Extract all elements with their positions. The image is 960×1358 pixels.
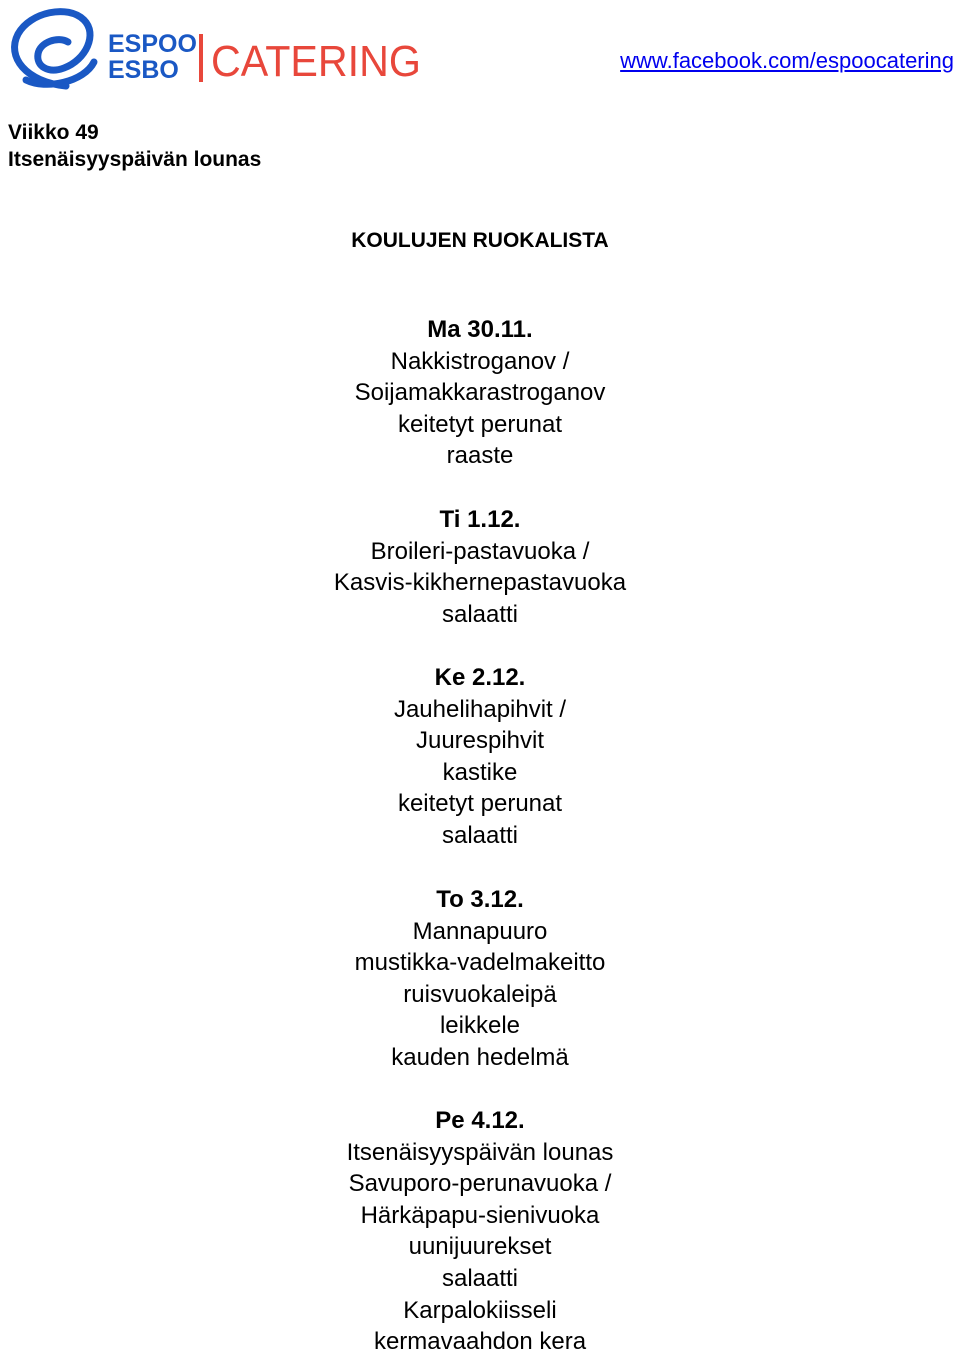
dish-item: salaatti xyxy=(441,600,519,628)
dish-item: Savuporo-perunavuoka / xyxy=(348,1170,612,1198)
espoo-swirl-icon xyxy=(15,12,94,86)
dish-item: Mannapuuro xyxy=(412,917,548,945)
dish-item: Soijamakkarastroganov xyxy=(354,379,606,407)
dish-item: salaatti xyxy=(441,821,519,849)
dish-item: Härkäpapu-sienivuoka xyxy=(360,1201,600,1229)
week-number: Viikko 49 xyxy=(8,121,99,144)
dish-item: kastike xyxy=(442,758,518,786)
dish-item: Nakkistroganov / xyxy=(390,347,570,375)
dish-item: keitetyt perunat xyxy=(397,790,563,818)
day-thursday xyxy=(0,884,960,1074)
dish-item: leikkele xyxy=(439,1012,521,1040)
dish-item: Itsenäisyyspäivän lounas xyxy=(346,1138,614,1166)
dish-item: Juurespihvit xyxy=(415,727,545,755)
logo-catering-text: CATERING xyxy=(211,37,421,86)
dish-item: raaste xyxy=(446,442,514,470)
dish-item: kermavaahdon kera xyxy=(373,1328,587,1356)
dish-item: salaatti xyxy=(441,1264,519,1292)
logo-espoo-text: ESPOO xyxy=(108,30,197,58)
dish-item: Jauhelihapihvit / xyxy=(393,695,567,723)
day-label: Ti 1.12. xyxy=(439,506,521,533)
day-label: To 3.12. xyxy=(436,886,524,913)
facebook-link[interactable]: www.facebook.com/espoocatering xyxy=(620,48,954,73)
logo-esbo-text: ESBO xyxy=(108,56,179,84)
day-wednesday xyxy=(0,662,960,852)
day-tuesday xyxy=(0,504,960,630)
dish-item: keitetyt perunat xyxy=(397,410,563,438)
dish-item: kauden hedelmä xyxy=(391,1043,569,1071)
logo-divider xyxy=(199,34,203,82)
dish-item: Kasvis-kikhernepastavuoka xyxy=(333,569,627,597)
dish-item: Karpalokiisseli xyxy=(403,1296,557,1324)
day-friday xyxy=(0,1105,960,1358)
day-monday xyxy=(0,314,960,472)
page-header xyxy=(0,0,960,100)
day-label: Ke 2.12. xyxy=(434,664,526,691)
espoo-catering-logo xyxy=(6,2,426,94)
week-info xyxy=(8,119,261,173)
day-label: Pe 4.12. xyxy=(435,1107,525,1134)
dish-item: uunijuurekset xyxy=(408,1233,552,1261)
day-label: Ma 30.11. xyxy=(427,316,533,343)
week-theme: Itsenäisyyspäivän lounas xyxy=(8,148,262,171)
menu-title: KOULUJEN RUOKALISTA xyxy=(351,229,609,252)
dish-item: ruisvuokaleipä xyxy=(403,980,557,1008)
dish-item: Broileri-pastavuoka / xyxy=(370,537,590,565)
dish-item: mustikka-vadelmakeitto xyxy=(354,949,606,977)
